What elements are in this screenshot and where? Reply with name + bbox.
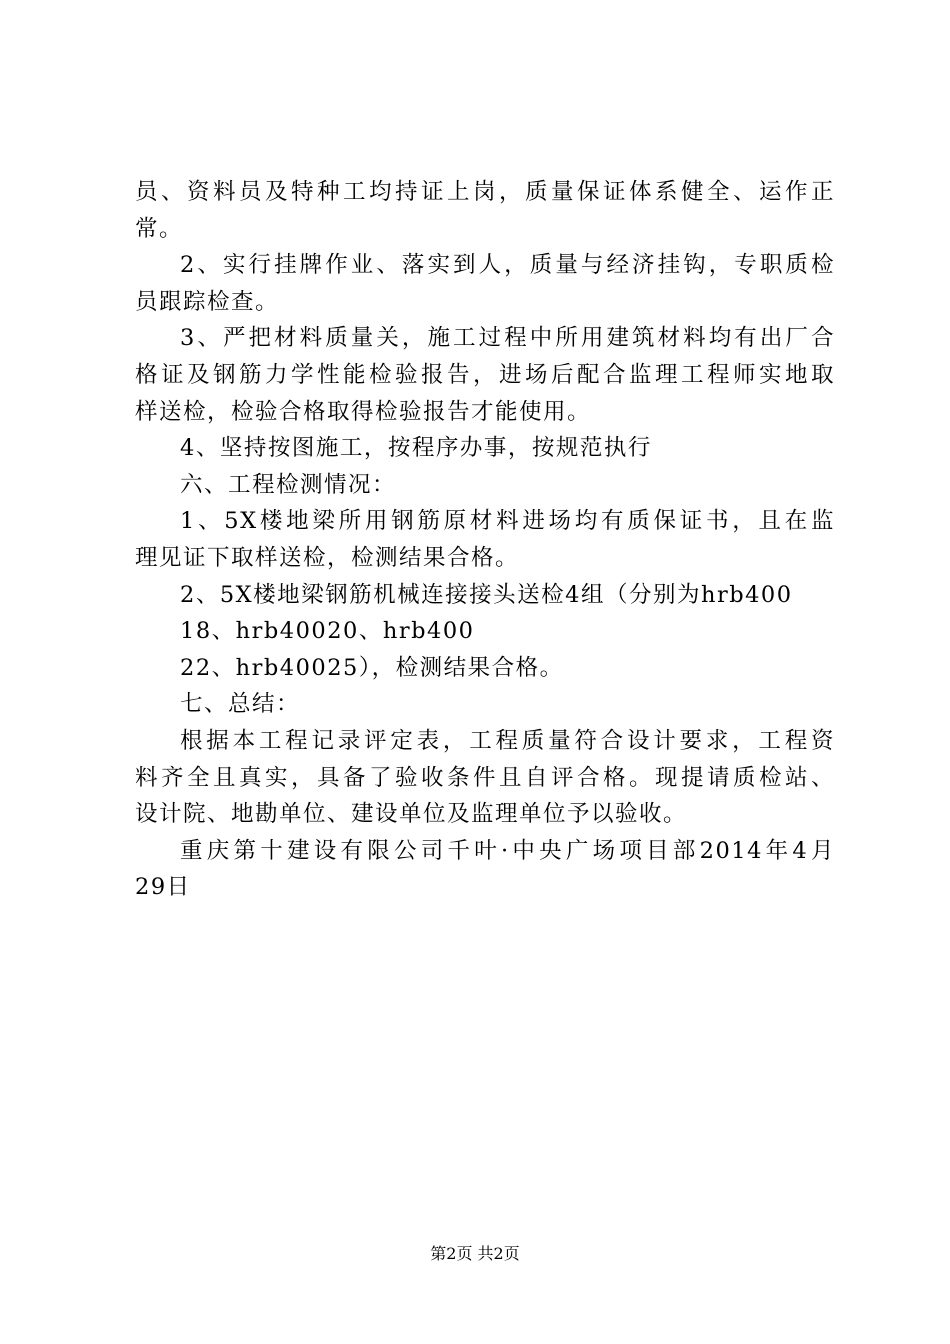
text-line: 重庆第十建设有限公司千叶·中央广场项目部2014年4月 xyxy=(180,837,835,864)
page-footer: 第2页 共2页 xyxy=(430,1244,520,1263)
text-line: 2、实行挂牌作业、落实到人，质量与经济挂钩，专职质检 xyxy=(180,252,835,279)
text-line: 员跟踪检查。 xyxy=(135,288,280,315)
text-line: 4、坚持按图施工，按程序办事，按规范执行 xyxy=(180,435,652,462)
text-line: 2、5X楼地梁钢筋机械连接接头送检4组（分别为hrb400 xyxy=(180,581,793,608)
text-line: 18、hrb40020、hrb400 xyxy=(180,618,475,645)
text-line: 29日 xyxy=(135,874,191,901)
text-line: 设计院、地勘单位、建设单位及监理单位予以验收。 xyxy=(135,801,688,828)
text-line: 员、资料员及特种工均持证上岗，质量保证体系健全、运作正 xyxy=(135,179,835,205)
text-line: 样送检，检验合格取得检验报告才能使用。 xyxy=(135,398,592,425)
document-body xyxy=(135,174,835,906)
text-line: 3、严把材料质量关，施工过程中所用建筑材料均有出厂合 xyxy=(180,325,835,352)
text-line: 22、hrb40025），检测结果合格。 xyxy=(180,654,564,681)
text-line: 料齐全且真实，具备了验收条件且自评合格。现提请质检站、 xyxy=(135,764,835,791)
text-line: 常。 xyxy=(135,215,184,242)
text-line: 格证及钢筋力学性能检验报告，进场后配合监理工程师实地取 xyxy=(135,361,835,388)
text-line: 根据本工程记录评定表，工程质量符合设计要求，工程资 xyxy=(180,727,835,754)
text-line: 六、工程检测情况： xyxy=(180,471,397,498)
text-line: 1、5X楼地梁所用钢筋原材料进场均有质保证书，且在监 xyxy=(180,508,835,535)
text-line: 七、总结： xyxy=(180,691,301,718)
text-line: 理见证下取样送检，检测结果合格。 xyxy=(135,544,520,571)
